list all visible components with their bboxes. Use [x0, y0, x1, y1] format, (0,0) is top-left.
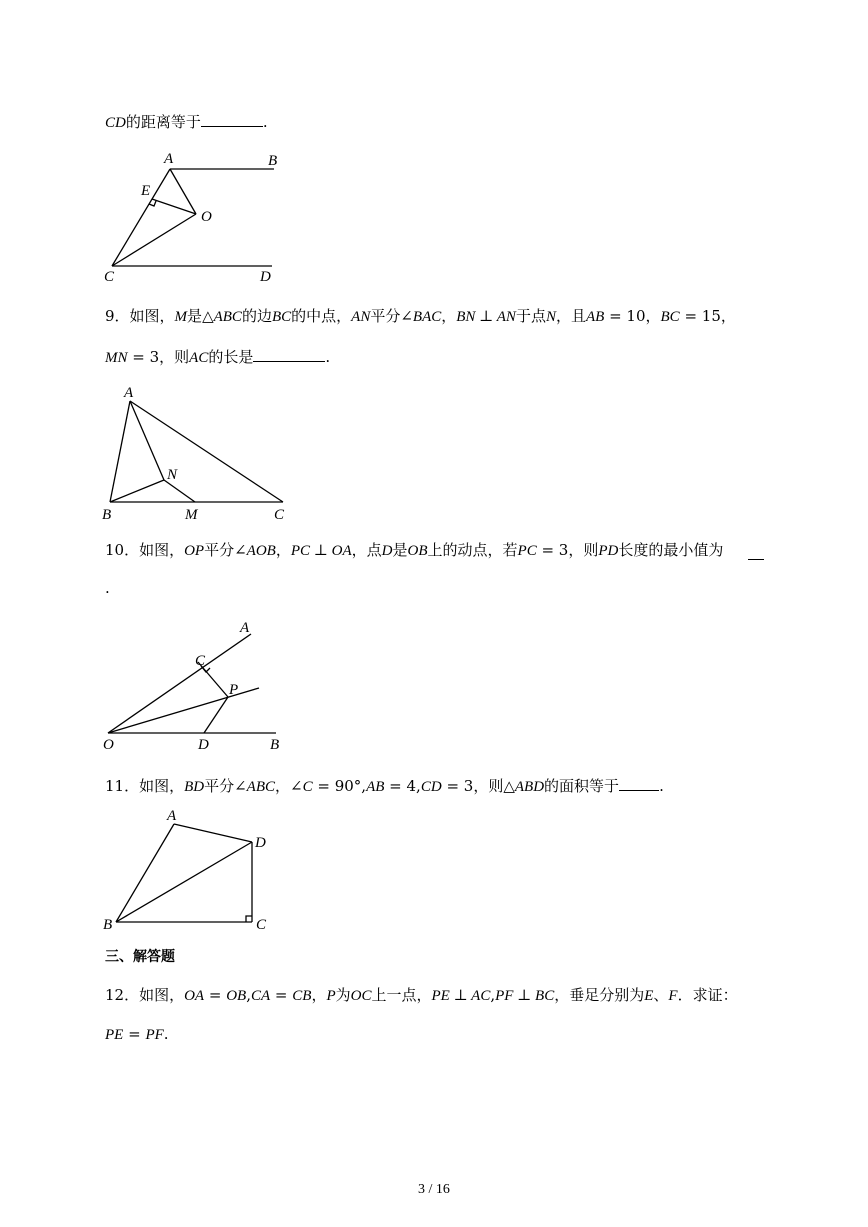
q12-t8: ，垂足分别为 — [554, 986, 645, 1004]
q11-m4: AB — [366, 779, 385, 795]
q12-m1: OA — [184, 988, 205, 1004]
q10-m2: ∠AOB — [234, 543, 276, 559]
q9-answer-blank[interactable] — [253, 347, 325, 362]
q12-t4: ， — [311, 986, 327, 1004]
fig9-label-m: M — [185, 507, 198, 523]
q11-m6: ABD — [514, 779, 545, 795]
q12-m6: OC — [350, 988, 372, 1004]
q10-t4: 是 — [392, 541, 408, 559]
q12-m8: PF ⊥ BC — [495, 988, 555, 1004]
q11-m1: BD — [184, 779, 205, 795]
q9-line-2 — [105, 347, 330, 368]
q12-t5: 为 — [335, 986, 351, 1004]
fig10-label-o: O — [103, 737, 114, 753]
q11-t3: = 90°, — [312, 777, 367, 795]
fig8-label-e: E — [141, 183, 151, 199]
fig11-label-d: D — [255, 835, 266, 851]
q9-m3: BC — [271, 309, 292, 325]
q11-t5: = 3，则 — [441, 777, 504, 795]
q9-m4: AN — [351, 309, 371, 325]
q11-line-1 — [105, 776, 664, 797]
fig11-label-b: B — [103, 917, 113, 933]
fig10-label-p: P — [229, 682, 239, 698]
q8-text: 的距离等于 — [125, 113, 201, 131]
q9-m6: BN ⊥ AN — [456, 309, 516, 325]
q12-m7: PE ⊥ AC — [431, 988, 491, 1004]
q12-m4: CB — [292, 988, 312, 1004]
q12-m3: CA — [250, 988, 271, 1004]
fig8-label-d: D — [260, 269, 271, 285]
q10-t6: = 3，则 — [536, 541, 599, 559]
q9-t11: 的长是 — [208, 348, 254, 366]
fig10-label-c: C — [195, 653, 206, 669]
q9-t2: 的边 — [241, 307, 272, 325]
q10-t3: ，点 — [351, 541, 382, 559]
q9-t4: 平分 — [370, 307, 401, 325]
q12-end: . — [163, 1025, 169, 1043]
q9-m8: AB — [585, 309, 605, 325]
q10-line-1 — [105, 540, 723, 561]
figure-11 — [100, 805, 290, 940]
q9-t5: ， — [441, 307, 457, 325]
q11-end: . — [659, 777, 664, 795]
q9-line-1 — [105, 306, 736, 327]
q8-tail-line — [105, 112, 268, 133]
q11-number: 11．如图， — [105, 777, 185, 795]
q12-t2: , — [246, 986, 251, 1004]
q12-t10: ．求证： — [677, 986, 738, 1004]
q12-number: 12．如图， — [105, 986, 185, 1004]
figure-9 — [100, 380, 300, 525]
q10-m1: OP — [184, 543, 205, 559]
q12-m9: E — [644, 988, 654, 1004]
q11-m3: ∠C — [290, 779, 313, 795]
q12-t3: = — [270, 986, 293, 1004]
q10-m4: D — [381, 543, 393, 559]
fig9-label-n: N — [167, 467, 178, 483]
q9-t1: 是 — [187, 307, 203, 325]
q12-t9: 、 — [653, 986, 669, 1004]
q11-t6: 的面积等于 — [544, 777, 620, 795]
fig8-label-a: A — [164, 151, 174, 167]
q9-m1: M — [174, 309, 188, 325]
q11-m2: ∠ABC — [234, 779, 276, 795]
q9-m9: BC — [660, 309, 680, 325]
q10-number: 10．如图， — [105, 541, 185, 559]
q11-t1: 平分 — [204, 777, 235, 795]
q10-m3: PC ⊥ OA — [290, 543, 352, 559]
fig11-label-a: A — [167, 808, 177, 824]
fig9-label-b: B — [102, 507, 112, 523]
q10-t1: 平分 — [204, 541, 235, 559]
triangle-symbol: △ — [503, 777, 515, 795]
q9-t9: = 15， — [679, 307, 736, 325]
q11-t4: = 4, — [384, 777, 421, 795]
section-heading: 三、解答题 — [105, 949, 175, 965]
q12-t6: 上一点， — [371, 986, 432, 1004]
q8-answer-blank[interactable] — [201, 112, 263, 127]
q11-m5: CD — [420, 779, 442, 795]
fig8-label-c: C — [104, 269, 115, 285]
fig9-label-c: C — [274, 507, 285, 523]
q10-t7: 长度的最小值为 — [618, 541, 724, 559]
q10-line-2 — [105, 578, 110, 598]
q9-t8: = 10， — [604, 307, 661, 325]
fig10-label-d: D — [198, 737, 209, 753]
q8-end: . — [262, 113, 268, 131]
q11-answer-blank[interactable] — [619, 776, 659, 791]
q10-m5: OB — [407, 543, 428, 559]
q12-m10: F — [668, 988, 678, 1004]
q9-number: 9．如图， — [105, 307, 175, 325]
q10-answer-blank[interactable] — [748, 545, 764, 560]
q11-t2: ， — [275, 777, 291, 795]
triangle-symbol: △ — [202, 307, 214, 325]
q10-end: . — [105, 579, 110, 597]
q12-t11: = — [123, 1025, 146, 1043]
q12-m11: PE — [105, 1027, 124, 1043]
q10-m6: PC — [517, 543, 537, 559]
figure-8 — [100, 145, 290, 290]
q10-t2: ， — [275, 541, 291, 559]
q10-m7: PD — [598, 543, 619, 559]
q12-line-1 — [105, 985, 738, 1006]
fig9-label-a: A — [124, 385, 134, 401]
q12-m5: P — [326, 988, 336, 1004]
q12-m2: OB — [226, 988, 247, 1004]
q9-m11: AC — [189, 350, 209, 366]
q10-t5: 上的动点，若 — [427, 541, 518, 559]
q12-line-2 — [105, 1024, 169, 1045]
fig11-label-c: C — [256, 917, 267, 933]
fig10-label-a: A — [240, 620, 250, 636]
q12-t1: = — [204, 986, 227, 1004]
q9-t7: ，且 — [555, 307, 586, 325]
q9-m7: N — [545, 309, 556, 325]
q9-m5: ∠BAC — [400, 309, 442, 325]
q9-m2: ABC — [213, 309, 242, 325]
fig8-label-b: B — [268, 153, 278, 169]
q8-var: CD — [105, 115, 126, 131]
q12-t7: , — [490, 986, 496, 1004]
fig8-label-o: O — [201, 209, 212, 225]
figure-10 — [100, 615, 300, 760]
q9-t10: = 3，则 — [127, 348, 190, 366]
q9-t6: 于点 — [515, 307, 546, 325]
fig10-label-b: B — [270, 737, 280, 753]
q9-end: . — [325, 348, 331, 366]
q12-m12: PF — [145, 1027, 164, 1043]
q9-m10: MN — [105, 350, 128, 366]
q9-t3: 的中点， — [291, 307, 352, 325]
page-number: 3 / 16 — [418, 1182, 450, 1197]
